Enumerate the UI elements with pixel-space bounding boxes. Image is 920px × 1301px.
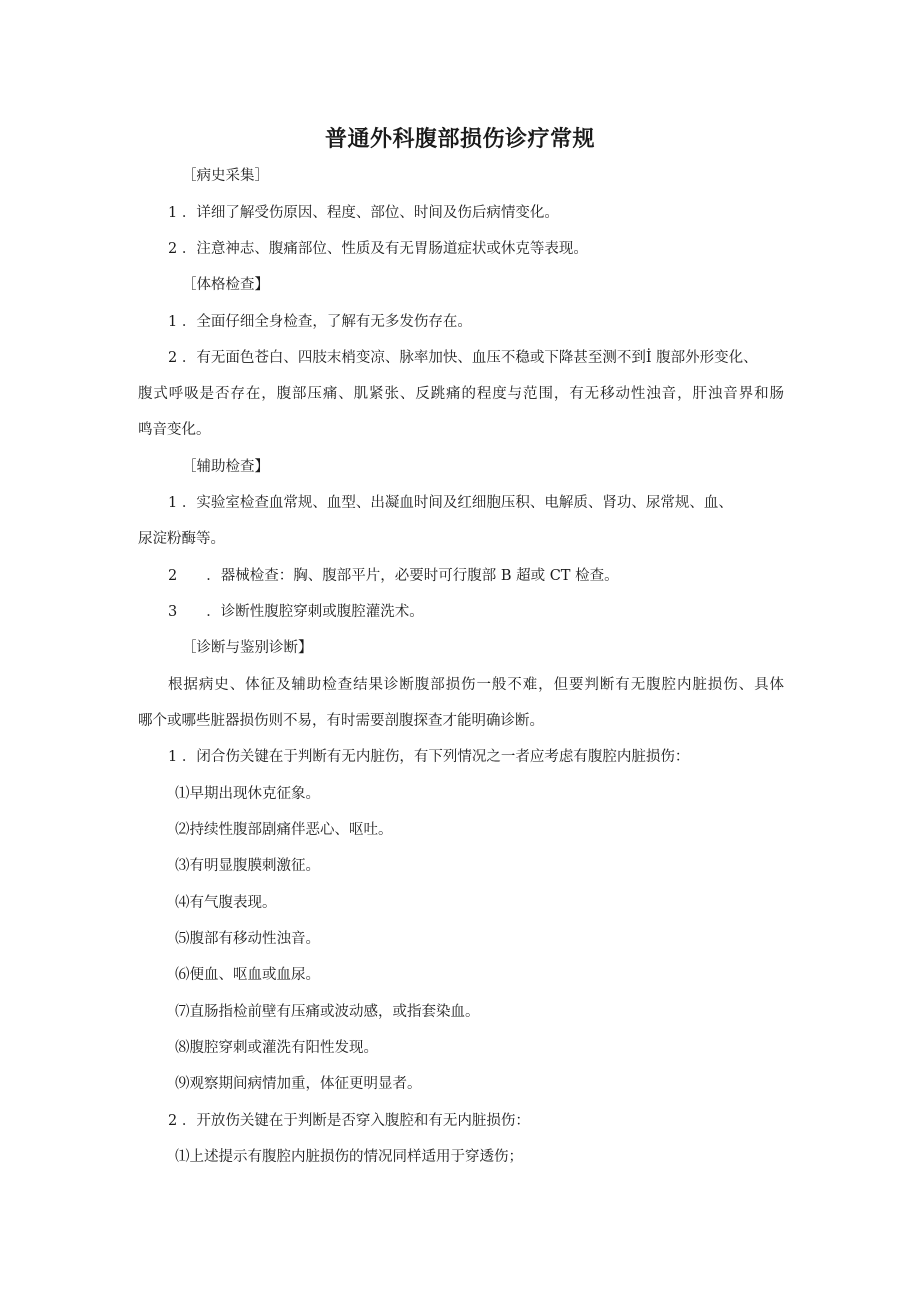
paragraph: 2 ．注意神志、腹痛部位、性质及有无胃肠道症状或休克等表现。 (168, 241, 588, 257)
list-item: ⑼观察期间病情加重，体征更明显者。 (175, 1076, 422, 1092)
document-title: 普通外科腹部损伤诊疗常规 (324, 127, 595, 152)
section-heading-diagnosis: ［诊断与鉴别诊断】 (182, 640, 313, 656)
paragraph: 2 ．开放伤关键在于判断是否穿入腹腔和有无内脏损伤： (168, 1113, 530, 1129)
paragraph: 2 ．器械检查：胸、腹部平片，必要时可行腹部 B 超或 CT 检查。 (168, 568, 619, 584)
paragraph-continuation: 尿淀粉酶等。 (138, 531, 225, 547)
list-item: ⑴早期出现休克征象。 (175, 786, 320, 802)
list-item: ⑻腹腔穿刺或灌洗有阳性发现。 (175, 1040, 378, 1056)
list-item: ⑶有明显腹膜刺激征。 (175, 858, 320, 874)
section-heading-physical-exam: ［体格检查】 (182, 277, 269, 293)
list-item: ⑹便血、呕血或血尿。 (175, 967, 320, 983)
paragraph: 2 ．有无面色苍白、四肢末梢变凉、脉率加快、血压不稳或下降甚至测不到İ 腹部外形变化、 (168, 350, 758, 366)
paragraph: 1 ．实验室检查血常规、血型、出凝血时间及红细胞压积、电解质、肾功、尿常规、血、 (168, 495, 733, 511)
paragraph-continuation: 腹式呼吸是否存在，腹部压痛、肌紧张、反跳痛的程度与范围，有无移动性浊音，肝浊音界和肠 (138, 386, 784, 402)
list-item: ⑺直肠指检前壁有压痛或波动感，或指套染血。 (175, 1004, 480, 1020)
paragraph-continuation: 鸣音变化。 (138, 422, 211, 438)
paragraph: 1 ．全面仔细全身检查，了解有无多发伤存在。 (168, 314, 472, 330)
paragraph-continuation: 哪个或哪些脏器损伤则不易，有时需要剖腹探查才能明确诊断。 (138, 713, 544, 729)
paragraph: 3 ．诊断性腹腔穿刺或腹腔灌洗术。 (168, 604, 424, 620)
paragraph: 1 ．闭合伤关键在于判断有无内脏伤，有下列情况之一者应考虑有腹腔内脏损伤： (168, 749, 690, 765)
section-heading-history: ［病史采集］ (182, 168, 269, 184)
list-item: ⑷有气腹表现。 (175, 895, 277, 911)
paragraph: 根据病史、体征及辅助检查结果诊断腹部损伤一般不难，但要判断有无腹腔内脏损伤、具体 (168, 677, 784, 693)
section-heading-auxiliary-exam: ［辅助检查】 (182, 459, 269, 475)
list-item: ⑸腹部有移动性浊音。 (175, 931, 320, 947)
paragraph: 1 ．详细了解受伤原因、程度、部位、时间及伤后病情变化。 (168, 205, 559, 221)
list-item: ⑵持续性腹部剧痛伴恶心、呕吐。 (175, 822, 393, 838)
list-item: ⑴上述提示有腹腔内脏损伤的情况同样适用于穿透伤； (175, 1149, 523, 1165)
